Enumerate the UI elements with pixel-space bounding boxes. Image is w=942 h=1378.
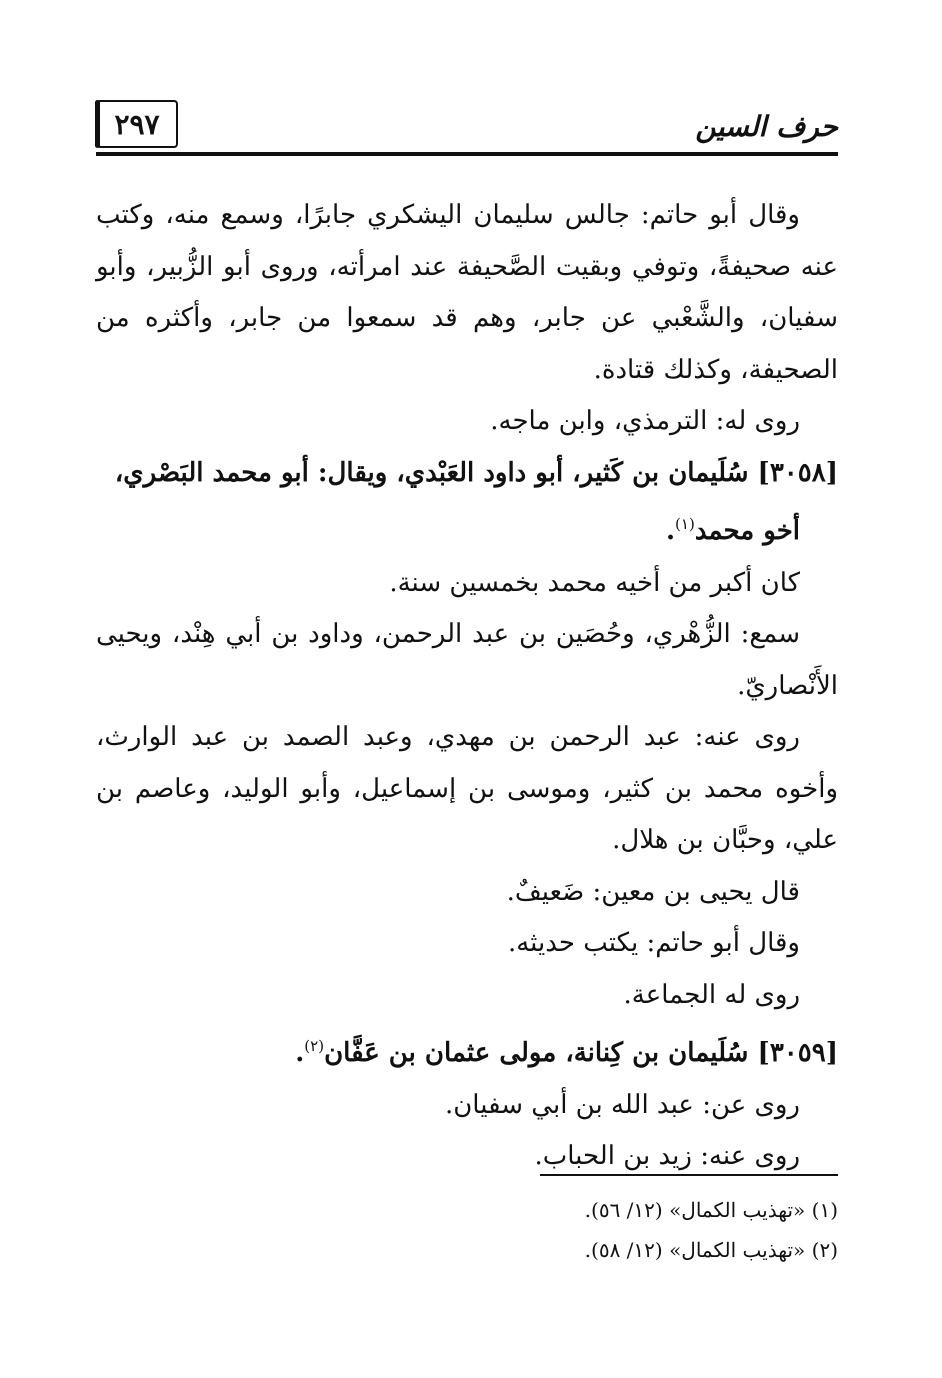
page-header — [96, 100, 838, 156]
entry-heading-text: [٣٠٥٨] سُلَيمان بن كَثير، أبو داود العَبْدي، ويقال: أبو محمد البَصْري، — [114, 457, 838, 488]
paragraph: روى له الجماعة. — [623, 979, 800, 1010]
paragraph: روى عنه: عبد الرحمن بن مهدي، وعبد الصمد بن عبد الوارث، وأخوه محمد بن كثير، وموسى بن إسماعيل، وأبو الوليد، وعاصم بن علي، وحبَّان بن هلال. — [96, 722, 838, 855]
paragraph: سمع: الزُّهْري، وحُصَين بن عبد الرحمن، وداود بن أبي هِنْد، ويحيى الأَنْصاريّ. — [96, 619, 838, 701]
paragraph: قال يحيى بن معين: ضَعيفٌ. — [506, 876, 800, 907]
page-number: ٢٩٧ — [96, 100, 178, 148]
entry-heading-text: أخو محمد — [694, 516, 800, 546]
running-head: حرف السين — [695, 110, 838, 143]
entry-heading-text: [٣٠٥٩] سُلَيمان بن كِنانة، مولى عثمان بن عَفَّان — [324, 1038, 838, 1068]
paragraph: روى عن: عبد الله بن أبي سفيان. — [444, 1089, 800, 1120]
paragraph: وقال أبو حاتم: يكتب حديثه. — [507, 928, 800, 958]
footnote-ref: (٢) — [304, 1037, 325, 1055]
entry-heading — [96, 1021, 838, 1080]
header-rule — [96, 152, 838, 156]
entry-heading-end: . — [295, 1038, 305, 1068]
paragraph: روى عنه: زيد بن الحباب. — [534, 1141, 800, 1171]
paragraph: وقال أبو حاتم: جالس سليمان اليشكري جابرًا، وسمع منه، وكتب عنه صحيفةً، وتوفي وبقيت الصَّحيفة عند امرأته، وروى أبو الزُّبير، وأبو سفيان، والشَّعْبي عن جابر، وهم قد سمعوا من جابر، وأكثره من الصحيفة، وكذلك قتادة. — [96, 200, 838, 385]
footnote: (١) «تهذيب الكمال» (١٢/ ٥٦). — [584, 1198, 838, 1222]
entry-heading — [96, 448, 838, 558]
footnote-ref: (١) — [675, 515, 695, 533]
entry-heading-continuation — [96, 499, 838, 558]
paragraph: كان أكبر من أخيه محمد بخمسين سنة. — [389, 567, 800, 598]
footnote-rule — [540, 1174, 838, 1176]
footnote: (٢) «تهذيب الكمال» (١٢/ ٥٨). — [584, 1238, 838, 1262]
entry-heading-end: . — [665, 516, 676, 546]
footnotes — [440, 1190, 838, 1270]
body-text — [96, 190, 838, 1183]
paragraph: روى له: الترمذي، وابن ماجه. — [490, 406, 800, 436]
